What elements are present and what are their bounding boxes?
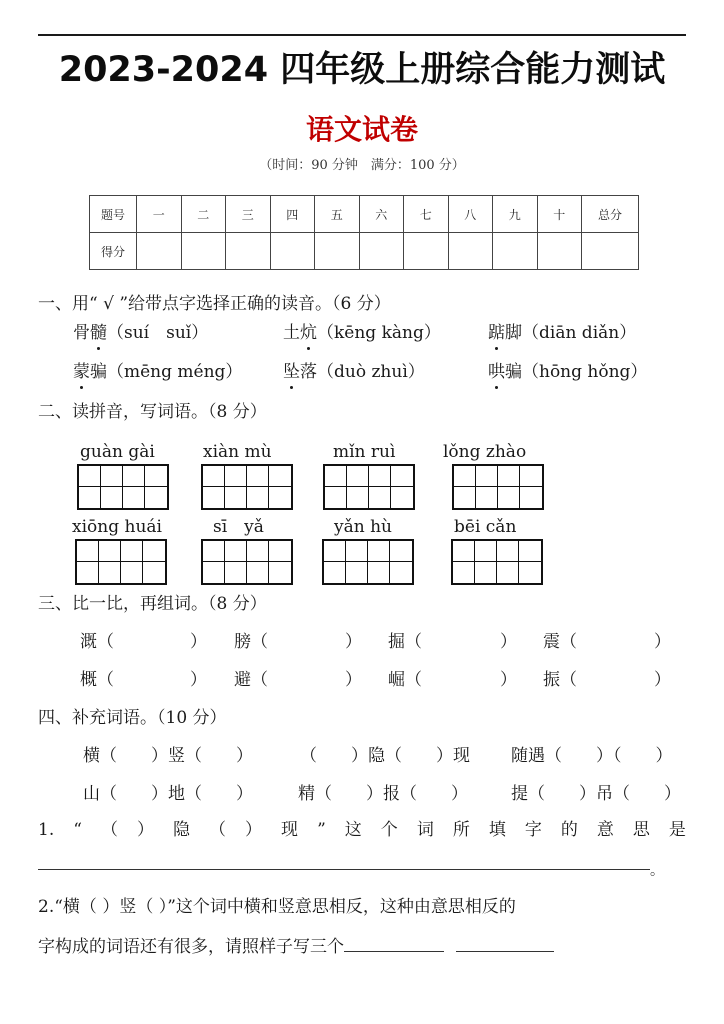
compare-item[interactable]: 掘（ <box>388 632 422 652</box>
writing-grid[interactable] <box>77 464 169 510</box>
idiom-fill[interactable]: 提（ ）吊（ ） <box>511 784 681 804</box>
score-table <box>89 195 639 270</box>
header-cell: 六 <box>359 196 404 233</box>
pinyin-options: （hōng hǒng） <box>522 362 648 382</box>
writing-grid[interactable] <box>201 539 293 585</box>
header-cell: 三 <box>226 196 271 233</box>
section4-heading: 四、补充词语。（10 分） <box>38 708 227 728</box>
pinyin-label: mǐn ruì <box>333 442 396 462</box>
header-rule <box>38 34 686 36</box>
pinyin-label: xiàn mù <box>203 442 272 462</box>
pinyin-choice-item[interactable] <box>488 360 647 384</box>
word-char: 骗 <box>90 362 107 382</box>
compare-item[interactable]: 崛（ <box>388 670 422 690</box>
paren-close: ） <box>654 670 671 690</box>
paren-close: ） <box>500 632 517 652</box>
answer-blank[interactable] <box>456 933 554 952</box>
dotted-char: 踮 <box>488 323 505 343</box>
question-2-line2: 字构成的词语还有很多，请照样子写三个 <box>38 933 554 959</box>
answer-blank-line[interactable] <box>38 868 650 870</box>
word-char: 落 <box>300 362 317 382</box>
question-1: 1. “ （ ） 隐 （ ） 现 ” 这 个 词 所 填 字 的 意 思 是 <box>38 820 686 840</box>
page-title: 2023-2024 四年级上册综合能力测试 <box>58 50 666 90</box>
score-cell[interactable] <box>359 233 404 270</box>
dotted-char: 坠 <box>283 362 300 382</box>
pinyin-choice-item[interactable] <box>488 321 636 345</box>
dotted-char: 蒙 <box>73 362 90 382</box>
paren-close: ） <box>190 670 207 690</box>
paren-close: ） <box>654 632 671 652</box>
writing-grid[interactable] <box>201 464 293 510</box>
exam-info: （时间：90 分钟 满分：100 分） <box>259 158 465 173</box>
header-cell: 七 <box>404 196 449 233</box>
idiom-fill[interactable]: （ ）隐（ ）现 <box>300 746 470 766</box>
pinyin-label: bēi cǎn <box>454 517 517 537</box>
header-cell: 四 <box>270 196 315 233</box>
pinyin-label: yǎn hù <box>334 517 392 537</box>
score-cell[interactable] <box>226 233 271 270</box>
idiom-fill[interactable]: 随遇（ ）（ ） <box>511 746 673 766</box>
section2-heading: 二、读拼音，写词语。（8 分） <box>38 402 267 422</box>
pinyin-label: xiōng huái <box>72 517 162 537</box>
score-table-score-row <box>90 233 639 270</box>
answer-period: 。 <box>650 863 664 879</box>
score-cell[interactable] <box>493 233 538 270</box>
pinyin-options: （suí suǐ） <box>107 323 209 343</box>
pinyin-choice-item[interactable] <box>283 321 441 345</box>
compare-item[interactable]: 溉（ <box>80 632 114 652</box>
pinyin-options: （mēng méng） <box>107 362 243 382</box>
header-cell: 五 <box>315 196 360 233</box>
writing-grid[interactable] <box>323 464 415 510</box>
idiom-fill[interactable]: 山（ ）地（ ） <box>83 784 253 804</box>
question-2-line1: 2.“横（ ）竖（ ）”这个词中横和竖意思相反，这种由意思相反的 <box>38 897 516 917</box>
score-cell[interactable] <box>315 233 360 270</box>
score-cell[interactable] <box>270 233 315 270</box>
word-char: 骨 <box>73 323 90 343</box>
section1-heading: 一、用“ √ ”给带点字选择正确的读音。（6 分） <box>38 294 391 314</box>
header-cell: 二 <box>181 196 226 233</box>
writing-grid[interactable] <box>452 464 544 510</box>
word-char: 脚 <box>505 323 522 343</box>
paren-close: ） <box>345 670 362 690</box>
score-cell[interactable] <box>137 233 182 270</box>
header-cell: 题号 <box>90 196 137 233</box>
paren-close: ） <box>500 670 517 690</box>
header-cell: 八 <box>448 196 493 233</box>
word-char: 土 <box>283 323 300 343</box>
header-cell: 十 <box>537 196 582 233</box>
pinyin-options: （diān diǎn） <box>522 323 637 343</box>
pinyin-options: （duò zhuì） <box>317 362 425 382</box>
paren-close: ） <box>345 632 362 652</box>
answer-blank[interactable] <box>344 933 444 952</box>
header-cell: 总分 <box>582 196 639 233</box>
score-table-header-row <box>90 196 639 233</box>
score-cell[interactable] <box>448 233 493 270</box>
score-row-label: 得分 <box>90 233 137 270</box>
dotted-char: 髓 <box>90 323 107 343</box>
score-cell[interactable] <box>404 233 449 270</box>
writing-grid[interactable] <box>322 539 414 585</box>
dotted-char: 哄 <box>488 362 505 382</box>
writing-grid[interactable] <box>451 539 543 585</box>
compare-item[interactable]: 震（ <box>543 632 577 652</box>
header-cell: 一 <box>137 196 182 233</box>
compare-item[interactable]: 概（ <box>80 670 114 690</box>
compare-item[interactable]: 振（ <box>543 670 577 690</box>
pinyin-choice-item[interactable] <box>73 360 242 384</box>
pinyin-choice-item[interactable] <box>283 360 425 384</box>
section3-heading: 三、比一比，再组词。（8 分） <box>38 594 267 614</box>
idiom-fill[interactable]: 横（ ）竖（ ） <box>83 746 253 766</box>
idiom-fill[interactable]: 精（ ）报（ ） <box>298 784 468 804</box>
subject-title: 语文试卷 <box>305 113 418 146</box>
pinyin-options: （kēng kàng） <box>317 323 441 343</box>
total-score-cell[interactable] <box>582 233 639 270</box>
word-char: 骗 <box>505 362 522 382</box>
header-cell: 九 <box>493 196 538 233</box>
paren-close: ） <box>190 632 207 652</box>
compare-item[interactable]: 膀（ <box>234 632 268 652</box>
compare-item[interactable]: 避（ <box>234 670 268 690</box>
pinyin-label: lǒng zhào <box>443 442 527 462</box>
pinyin-choice-item[interactable] <box>73 321 208 345</box>
score-cell[interactable] <box>537 233 582 270</box>
pinyin-label: sī yǎ <box>213 517 264 537</box>
pinyin-label: guàn gài <box>80 442 155 462</box>
writing-grid[interactable] <box>75 539 167 585</box>
dotted-char: 炕 <box>300 323 317 343</box>
score-cell[interactable] <box>181 233 226 270</box>
